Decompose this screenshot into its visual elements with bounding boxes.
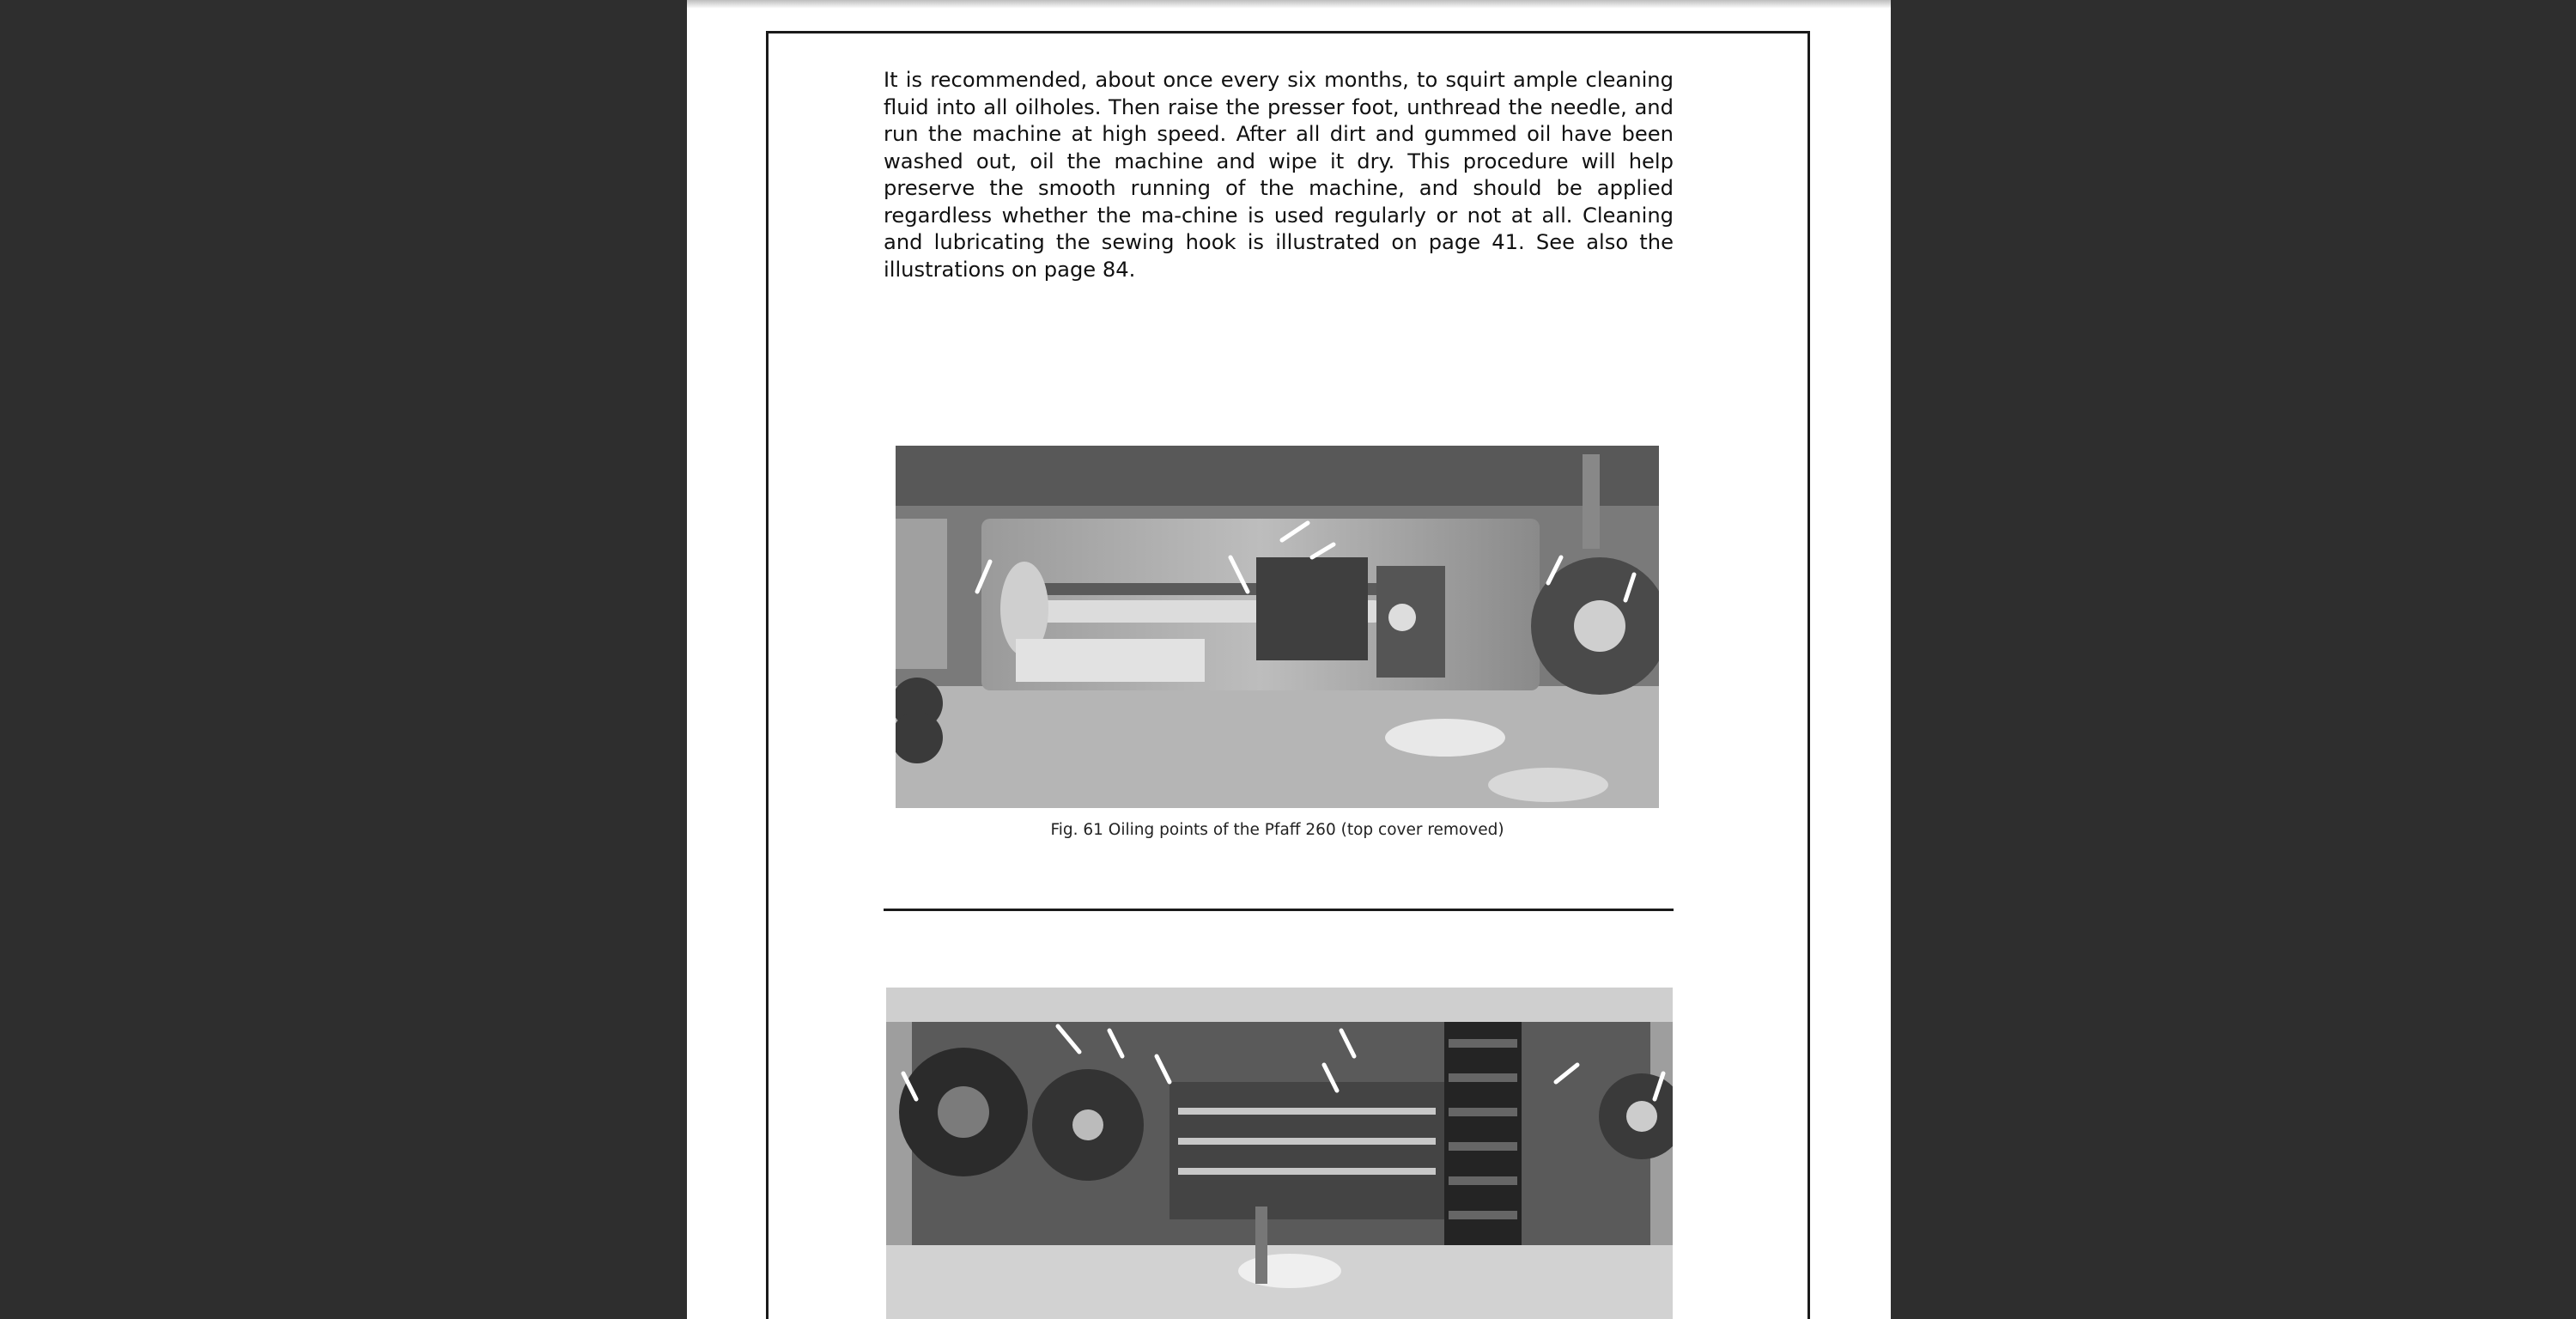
horizontal-divider bbox=[884, 909, 1674, 911]
page-edge-shadow bbox=[687, 0, 1891, 9]
figure-caption: Fig. 61 Oiling points of the Pfaff 260 (top cover removed) bbox=[1050, 821, 1504, 839]
figure-61-photo bbox=[896, 446, 1659, 808]
document-page bbox=[687, 0, 1891, 1319]
figure-62-photo bbox=[886, 988, 1673, 1319]
body-paragraph: It is recommended, about once every six months, to squirt ample cleaning fluid into all oilholes. Then raise the presser foot, unthread the needle, and run the machine at high speed. After all dirt and gummed oil have been washed out, oil the machine and wipe it dry. This procedure will help preserve the smooth running of the machine, and should be applied regardless whether the ma-chine is used regularly or not at all. Cleaning and lubricating the sewing hook is illustrated on page 41. See also the illustrations on page 84. bbox=[884, 68, 1674, 282]
